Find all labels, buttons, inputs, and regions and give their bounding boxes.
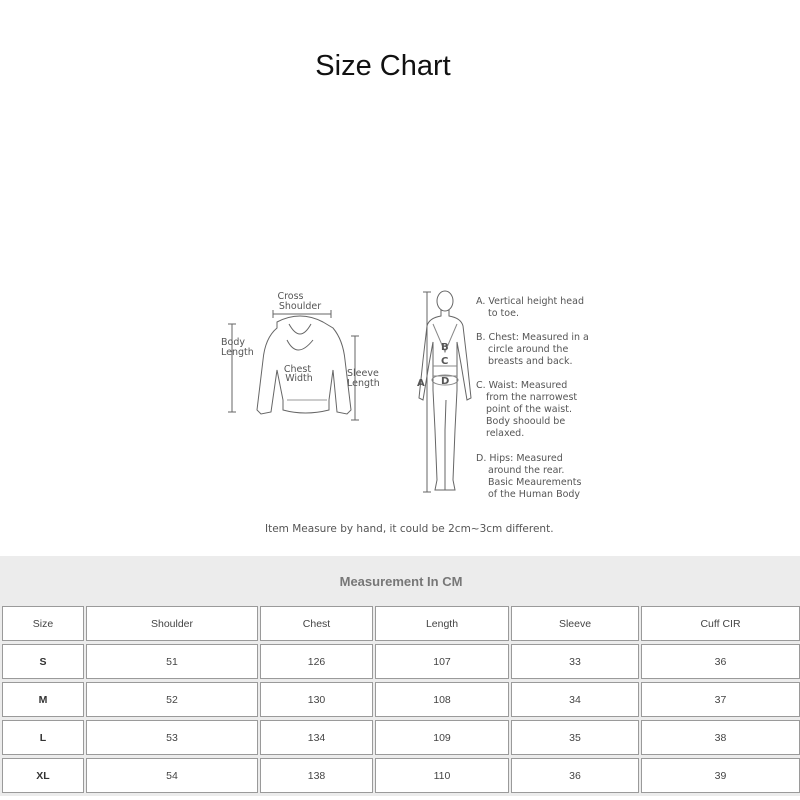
- column-header: Size: [2, 606, 84, 641]
- table-cell: 36: [641, 644, 800, 679]
- note-d: D. Hips: Measured around the rear. Basic Meaurements of the Human Body: [476, 453, 582, 500]
- table-cell: 134: [260, 720, 373, 755]
- table-row: [2, 720, 800, 755]
- marker-a: A: [417, 378, 425, 389]
- measurement-caption: Item Measure by hand, it could be 2cm~3cm different.: [265, 523, 554, 535]
- column-header: Length: [375, 606, 509, 641]
- table-cell: 54: [86, 758, 258, 793]
- column-header: Shoulder: [86, 606, 258, 641]
- table-cell: 37: [641, 682, 800, 717]
- size-cell: XL: [2, 758, 84, 793]
- column-header: Sleeve: [511, 606, 639, 641]
- table-row: [2, 644, 800, 679]
- marker-d: D: [441, 376, 450, 387]
- sleeve-length-label: Sleeve Length: [347, 368, 380, 389]
- table-row: [2, 758, 800, 793]
- table-cell: 130: [260, 682, 373, 717]
- table-cell: 51: [86, 644, 258, 679]
- table-cell: 53: [86, 720, 258, 755]
- size-table: [0, 556, 800, 796]
- table-cell: 110: [375, 758, 509, 793]
- measurement-illustration: [205, 280, 605, 540]
- table-cell: 108: [375, 682, 509, 717]
- marker-c: C: [441, 356, 449, 367]
- table-cell: 138: [260, 758, 373, 793]
- marker-b: B: [441, 342, 449, 353]
- table-row: [2, 682, 800, 717]
- chest-width-label: Chest Width: [283, 364, 313, 384]
- cross-shoulder-label: Cross Shoulder: [277, 291, 322, 312]
- page-title: Size Chart: [315, 50, 451, 82]
- table-cell: 35: [511, 720, 639, 755]
- column-header: Cuff CIR: [641, 606, 800, 641]
- note-b: B. Chest: Measured in a circle around the breasts and back.: [476, 332, 589, 367]
- table-cell: 126: [260, 644, 373, 679]
- table-cell: 52: [86, 682, 258, 717]
- table-header: Measurement In CM: [2, 559, 800, 603]
- table-cell: 36: [511, 758, 639, 793]
- table-cell: 107: [375, 644, 509, 679]
- column-header-row: [2, 606, 800, 641]
- size-cell: M: [2, 682, 84, 717]
- table-cell: 33: [511, 644, 639, 679]
- size-cell: S: [2, 644, 84, 679]
- body-length-label: Body Length: [221, 337, 254, 358]
- column-header: Chest: [260, 606, 373, 641]
- table-cell: 34: [511, 682, 639, 717]
- table-cell: 38: [641, 720, 800, 755]
- size-cell: L: [2, 720, 84, 755]
- note-c: C. Waist: Measured from the narrowest point of the waist. Body shoould be relaxed.: [476, 380, 578, 439]
- table-cell: 109: [375, 720, 509, 755]
- table-cell: 39: [641, 758, 800, 793]
- note-a: A. Vertical height head to toe.: [476, 296, 584, 319]
